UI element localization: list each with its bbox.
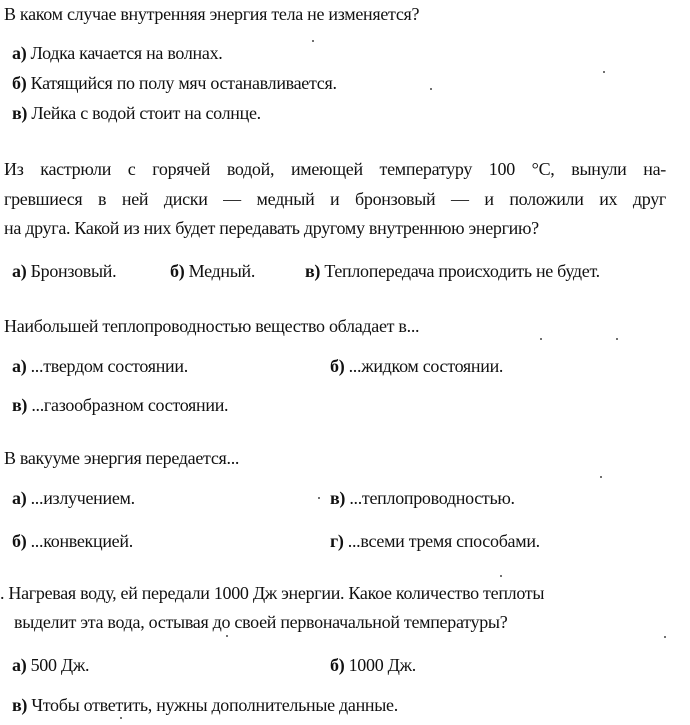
option-text: Лейка с водой стоит на солнце.: [31, 103, 261, 123]
q1-option-a: [12, 42, 222, 64]
option-letter: б): [12, 73, 27, 93]
scan-speck: [120, 717, 122, 719]
option-text: ...излучением.: [30, 488, 135, 508]
q2-option-a: [12, 260, 116, 282]
q3-option-b: [330, 355, 503, 377]
q5-option-v: [12, 694, 398, 716]
q3-option-v: [12, 394, 228, 416]
option-text: Бронзовый.: [30, 261, 117, 281]
option-text: ...газообразном состоянии.: [31, 395, 229, 415]
scan-speck: [603, 71, 605, 73]
option-text: ...твердом состоянии.: [30, 356, 188, 376]
q2-option-b: [170, 260, 255, 282]
option-text: ...теплопроводностью.: [349, 488, 515, 508]
q3-option-a: [12, 355, 188, 377]
scan-speck: [616, 338, 618, 340]
scan-speck: [430, 88, 432, 90]
q4-option-g: [330, 530, 540, 552]
option-letter: а): [12, 356, 27, 376]
option-text: Чтобы ответить, нужны дополнительные данные.: [31, 695, 398, 715]
option-text: Лодка качается на волнах.: [30, 43, 223, 63]
option-text: 1000 Дж.: [348, 655, 416, 675]
option-letter: б): [12, 531, 27, 551]
option-letter: а): [12, 488, 27, 508]
option-text: ...всеми тремя способами.: [347, 531, 540, 551]
question-5-line-1: . Нагревая воду, ей передали 1000 Дж энергии. Какое количество теплоты: [0, 583, 545, 603]
q5-option-b: [330, 654, 416, 676]
option-text: Медный.: [188, 261, 256, 281]
question-2-line-2: гревшиеся в ней диски — медный и бронзовый — и положили их друг: [4, 189, 666, 209]
option-letter: в): [12, 103, 28, 123]
scan-speck: [318, 497, 320, 499]
q1-option-b: [12, 72, 337, 94]
q4-option-a: [12, 487, 135, 509]
question-4-text: В вакууме энергия передается...: [4, 448, 240, 468]
option-text: Теплопередача происходить не будет.: [324, 261, 600, 281]
option-letter: б): [170, 261, 185, 281]
question-5-line-2: выделит эта вода, остывая до своей первоначальной температуры?: [14, 612, 508, 632]
question-2-line-1: Из кастрюли с горячей водой, имеющей температуру 100 °С, вынули на-: [4, 159, 666, 179]
q5-option-a: [12, 654, 89, 676]
option-letter: б): [330, 356, 345, 376]
scan-speck: [540, 338, 542, 340]
q4-option-v: [330, 487, 515, 509]
option-letter: в): [12, 695, 28, 715]
option-text: ...жидком состоянии.: [348, 356, 504, 376]
option-letter: а): [12, 43, 27, 63]
option-letter: г): [330, 531, 344, 551]
option-letter: а): [12, 261, 27, 281]
option-letter: а): [12, 655, 27, 675]
scan-speck: [226, 635, 228, 637]
option-letter: б): [330, 655, 345, 675]
scan-speck: [312, 40, 314, 42]
question-3-text: Наибольшей теплопроводностью вещество обладает в...: [4, 316, 420, 336]
question-1-text: В каком случае внутренняя энергия тела не изменяется?: [4, 4, 420, 24]
scan-speck: [664, 636, 666, 638]
option-text: ...конвекцией.: [30, 531, 133, 551]
q2-option-v: [305, 260, 600, 282]
option-letter: в): [305, 261, 321, 281]
question-2-line-3: на друга. Какой из них будет передавать другому внутреннюю энергию?: [4, 218, 539, 238]
q4-option-b: [12, 530, 133, 552]
q1-option-v: [12, 102, 261, 124]
scan-speck: [500, 575, 502, 577]
option-text: Катящийся по полу мяч останавливается.: [30, 73, 337, 93]
option-text: 500 Дж.: [30, 655, 90, 675]
option-letter: в): [12, 395, 28, 415]
scan-speck: [600, 476, 602, 478]
option-letter: в): [330, 488, 346, 508]
